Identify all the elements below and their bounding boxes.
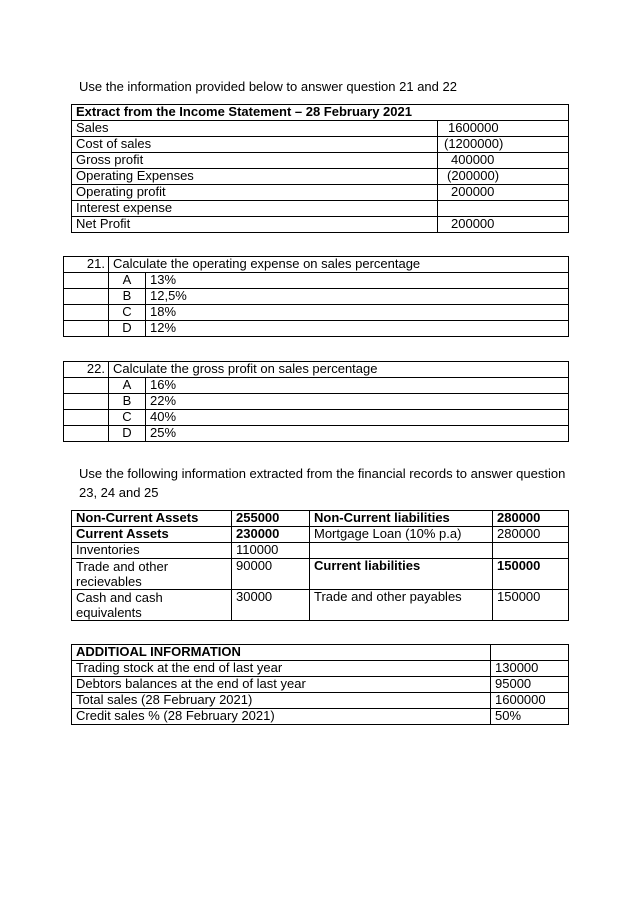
row-label: Trading stock at the end of last year [72,661,491,677]
option-text: 12% [146,321,569,337]
cell: Current Assets [72,527,232,543]
row-label: Net Profit [72,217,438,233]
cell: 150000 [493,590,569,621]
row-value: 1600000 [491,693,569,709]
row-label: Credit sales % (28 February 2021) [72,709,491,725]
table-row [72,217,569,233]
row-label: Operating Expenses [72,169,438,185]
option-text: 40% [146,410,569,426]
cell: Non-Current Assets [72,511,232,527]
row-label: Operating profit [72,185,438,201]
row-label: Total sales (28 February 2021) [72,693,491,709]
table-row [72,201,569,217]
balance-sheet-table [71,510,569,621]
question-text: Calculate the gross profit on sales percentage [109,362,569,378]
option-letter: C [109,410,146,426]
row-value: 1600000 [438,121,569,137]
intro-line: Use the following information extracted from the financial records to answer question [79,466,566,481]
table-row [72,511,569,527]
option-letter: B [109,289,146,305]
option-row[interactable] [64,394,569,410]
table-row [72,661,569,677]
additional-title: ADDITIOAL INFORMATION [72,645,491,661]
intro-paragraph-1: Use the information provided below to answer question 21 and 22 [79,79,457,94]
option-letter: D [109,321,146,337]
option-row[interactable] [64,305,569,321]
table-row [72,559,569,590]
option-row[interactable] [64,289,569,305]
option-text: 22% [146,394,569,410]
table-row [72,153,569,169]
cell: 230000 [232,527,310,543]
table-row [72,645,569,661]
question-21-table [63,256,569,337]
cell [310,543,493,559]
cell: Cash and cash equivalents [72,590,232,621]
option-letter: A [109,378,146,394]
question-text: Calculate the operating expense on sales percentage [109,257,569,273]
row-label: Interest expense [72,201,438,217]
row-value: 200000 [438,217,569,233]
table-row [72,543,569,559]
cell: 280000 [493,511,569,527]
cell: 110000 [232,543,310,559]
row-value: (1200000) [438,137,569,153]
option-text: 12,5% [146,289,569,305]
row-label: Sales [72,121,438,137]
option-letter: C [109,305,146,321]
cell: Current liabilities [310,559,493,590]
intro-line: 23, 24 and 25 [79,485,159,500]
option-row[interactable] [64,321,569,337]
table-row [72,137,569,153]
row-label: Cost of sales [72,137,438,153]
row-value: 95000 [491,677,569,693]
income-statement-title: Extract from the Income Statement – 28 February 2021 [72,105,569,121]
row-label: Gross profit [72,153,438,169]
table-row [72,709,569,725]
cell: Trade and other recievables [72,559,232,590]
option-letter: B [109,394,146,410]
option-letter: A [109,273,146,289]
cell: Trade and other payables [310,590,493,621]
option-letter: D [109,426,146,442]
table-row [72,693,569,709]
option-text: 13% [146,273,569,289]
row-value: 200000 [438,185,569,201]
table-row [72,105,569,121]
intro-paragraph-2 [79,464,565,502]
row-value [438,201,569,217]
row-value: (200000) [438,169,569,185]
table-row [72,121,569,137]
cell: 280000 [493,527,569,543]
cell: Inventories [72,543,232,559]
option-text: 16% [146,378,569,394]
row-value: 130000 [491,661,569,677]
income-statement-table [71,104,569,233]
cell: Non-Current liabilities [310,511,493,527]
table-row [72,677,569,693]
option-row[interactable] [64,426,569,442]
table-row [72,185,569,201]
row-value: 400000 [438,153,569,169]
cell: 30000 [232,590,310,621]
question-number: 21. [64,257,109,273]
table-row [64,257,569,273]
row-label: Debtors balances at the end of last year [72,677,491,693]
cell [493,543,569,559]
question-22-table [63,361,569,442]
table-row [72,590,569,621]
table-row [64,362,569,378]
cell: 90000 [232,559,310,590]
additional-information-table [71,644,569,725]
cell: 150000 [493,559,569,590]
option-text: 25% [146,426,569,442]
table-row [72,169,569,185]
row-value: 50% [491,709,569,725]
option-text: 18% [146,305,569,321]
cell: Mortgage Loan (10% p.a) [310,527,493,543]
cell: 255000 [232,511,310,527]
option-row[interactable] [64,273,569,289]
question-number: 22. [64,362,109,378]
option-row[interactable] [64,378,569,394]
option-row[interactable] [64,410,569,426]
table-row [72,527,569,543]
